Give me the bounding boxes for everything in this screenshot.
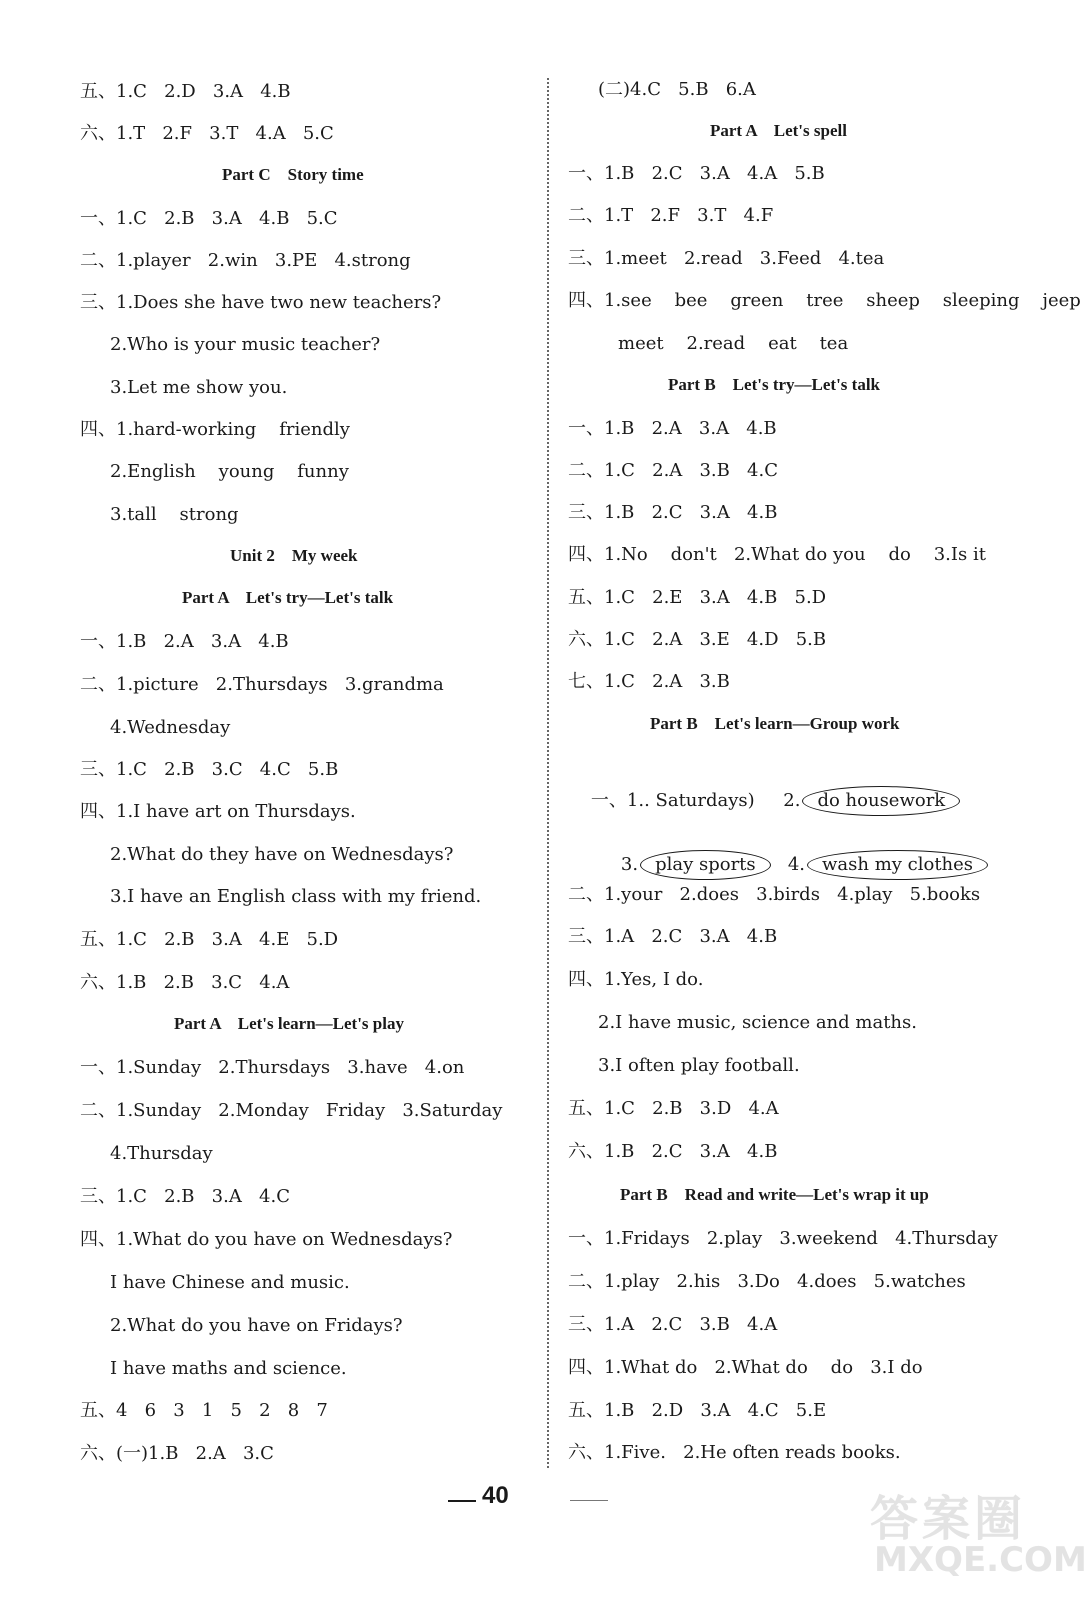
answer-line: 3.I have an English class with my friend.	[110, 886, 482, 907]
answer-line: 二、1.C 2.A 3.B 4.C	[568, 460, 778, 481]
answer-line: 三、1.A 2.C 3.B 4.A	[568, 1314, 778, 1335]
answer-line: 六、1.T 2.F 3.T 4.A 5.C	[80, 123, 334, 144]
answer-line: 六、(一)1.B 2.A 3.C	[80, 1443, 274, 1464]
answer-line: I have Chinese and music.	[110, 1272, 350, 1293]
answer-line: 二、1.player 2.win 3.PE 4.strong	[80, 250, 411, 271]
answer-line: 二、1.play 2.his 3.Do 4.does 5.watches	[568, 1271, 966, 1292]
circled-answer: wash my clothes	[807, 850, 988, 880]
section-heading: Part C Story time	[222, 165, 364, 184]
section-heading: Part A Let's try—Let's talk	[182, 588, 394, 607]
answer-line: 四、1.No don't 2.What do you do 3.Is it	[568, 544, 986, 565]
answer-line: 三、1.C 2.B 3.C 4.C 5.B	[80, 759, 339, 780]
answer-line: 一、1.C 2.B 3.A 4.B 5.C	[80, 208, 338, 229]
answer-line: 3.I often play football.	[598, 1055, 800, 1076]
answer-line: 五、1.B 2.D 3.A 4.C 5.E	[568, 1400, 827, 1421]
section-heading: Part B Let's try—Let's talk	[668, 375, 880, 394]
answer-text: 3.	[620, 854, 639, 875]
answer-line: 二、1.Sunday 2.Monday Friday 3.Saturday	[80, 1100, 503, 1121]
answer-line: 六、1.C 2.A 3.E 4.D 5.B	[568, 629, 827, 650]
answer-line: 2.I have music, science and maths.	[598, 1012, 917, 1033]
answer-line: 2.Who is your music teacher?	[110, 334, 381, 355]
answer-line: 七、1.C 2.A 3.B	[568, 671, 730, 692]
answer-line: 二、1.your 2.does 3.birds 4.play 5.books	[568, 884, 981, 905]
answer-line: 2.What do you have on Fridays?	[110, 1315, 403, 1336]
answer-line: 4.Thursday	[110, 1143, 213, 1164]
answer-line: (二)4.C 5.B 6.A	[598, 79, 756, 100]
answer-line: I have maths and science.	[110, 1358, 347, 1379]
answer-line: meet 2.read eat tea	[618, 333, 849, 354]
column-divider	[547, 78, 549, 1468]
page-number-dash	[448, 1500, 476, 1502]
answer-line: 一、1.Sunday 2.Thursdays 3.have 4.on	[80, 1057, 465, 1078]
answer-text: 4.	[770, 854, 805, 875]
answer-line: 三、1.B 2.C 3.A 4.B	[568, 502, 778, 523]
answer-line: 二、1.picture 2.Thursdays 3.grandma	[80, 674, 444, 695]
answer-line: 四、1.Yes, I do.	[568, 969, 704, 990]
answer-line: 三、1.C 2.B 3.A 4.C	[80, 1186, 290, 1207]
unit-heading: Unit 2 My week	[230, 546, 358, 565]
page-number: 40	[482, 1482, 509, 1509]
answer-line: 一、1.B 2.A 3.A 4.B	[80, 631, 289, 652]
answer-line: 4.Wednesday	[110, 717, 231, 738]
answer-line: 2.What do they have on Wednesdays?	[110, 844, 454, 865]
answer-line: 五、1.C 2.B 3.A 4.E 5.D	[80, 929, 339, 950]
answer-line: 六、1.B 2.B 3.C 4.A	[80, 972, 290, 993]
section-heading: Part B Read and write—Let's wrap it up	[620, 1185, 929, 1204]
watermark-logo: 答案圈	[870, 1491, 1027, 1547]
section-heading: Part B Let's learn—Group work	[650, 714, 900, 733]
answer-line: 三、1.A 2.C 3.A 4.B	[568, 926, 778, 947]
answer-line: 五、4 6 3 1 5 2 8 7	[80, 1400, 328, 1421]
answer-line: 五、1.C 2.B 3.D 4.A	[568, 1098, 779, 1119]
section-heading: Part A Let's learn—Let's play	[174, 1014, 404, 1033]
answer-line: 六、1.B 2.C 3.A 4.B	[568, 1141, 778, 1162]
answer-line: 五、1.C 2.D 3.A 4.B	[80, 81, 291, 102]
answer-line: 四、1.What do 2.What do do 3.I do	[568, 1357, 923, 1378]
answer-line: 2.English young funny	[110, 461, 349, 482]
watermark-url: MXQE.COM	[874, 1540, 1087, 1580]
answer-line: 三、1.meet 2.read 3.Feed 4.tea	[568, 248, 885, 269]
answer-line: 四、1.see bee green tree sheep sleeping jeep	[568, 290, 1081, 311]
circled-answer: play sports	[640, 850, 771, 880]
answer-line: 四、1.What do you have on Wednesdays?	[80, 1229, 453, 1250]
section-heading: Part A Let's spell	[710, 121, 847, 140]
answer-line: 一、1.B 2.A 3.A 4.B	[568, 418, 777, 439]
answer-line: 一、1.B 2.C 3.A 4.A 5.B	[568, 163, 825, 184]
page-number-dash	[570, 1500, 608, 1501]
answer-line: 3.Let me show you.	[110, 377, 288, 398]
answer-line: 一、1.Fridays 2.play 3.weekend 4.Thursday	[568, 1228, 998, 1249]
answer-line: 四、1.I have art on Thursdays.	[80, 801, 356, 822]
answer-line: 五、1.C 2.E 3.A 4.B 5.D	[568, 587, 827, 608]
circled-answer: do housework	[802, 786, 960, 816]
answer-line: 3.tall strong	[110, 504, 239, 525]
answer-line: 四、1.hard-working friendly	[80, 419, 350, 440]
answer-text: 一、1.. Saturdays) 2.	[590, 790, 801, 811]
answer-line: 六、1.Five. 2.He often reads books.	[568, 1442, 901, 1463]
answer-line: 二、1.T 2.F 3.T 4.F	[568, 205, 774, 226]
answer-line: 三、1.Does she have two new teachers?	[80, 292, 442, 313]
